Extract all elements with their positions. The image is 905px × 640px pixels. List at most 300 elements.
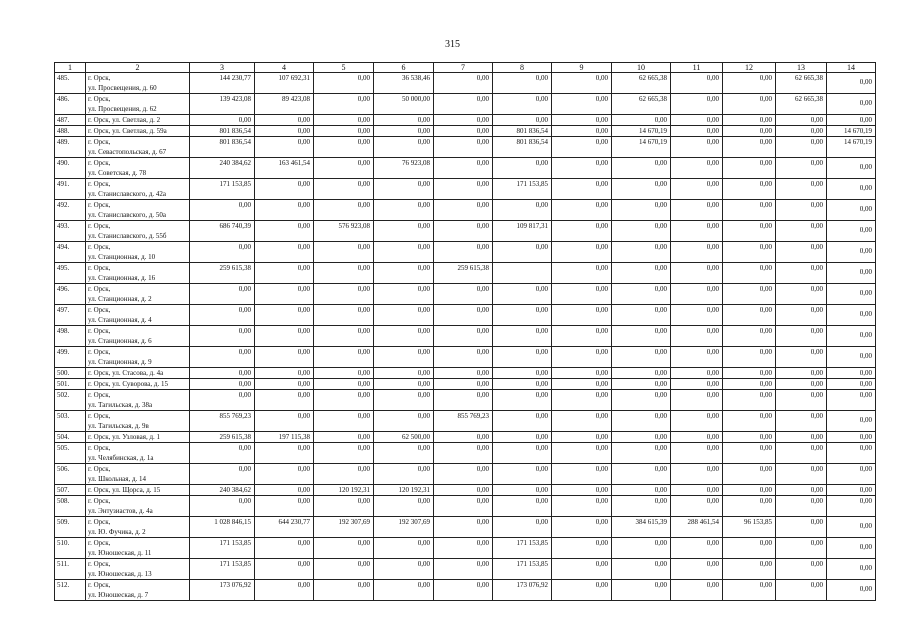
amount-cell — [190, 200, 255, 221]
amount-value: 0,00 — [654, 391, 667, 399]
amount-value: 0,00 — [297, 497, 310, 505]
amount-cell — [493, 538, 552, 559]
amount-cell — [434, 326, 493, 347]
amount-cell — [671, 137, 723, 158]
amount-cell — [671, 115, 723, 126]
amount-cell — [552, 221, 612, 242]
amount-cell — [374, 179, 434, 200]
address-cell — [86, 496, 190, 517]
row-number: 507. — [55, 485, 86, 496]
amount-value: 0,00 — [417, 201, 430, 209]
amount-value: 0,00 — [595, 180, 608, 188]
amount-value: 0,00 — [810, 222, 823, 230]
amount-cell — [255, 379, 314, 390]
amount-value: 0,00 — [476, 391, 489, 399]
amount-value: 240 384,62 — [219, 486, 251, 494]
amount-value: 14 670,19 — [844, 138, 872, 146]
amount-cell — [434, 126, 493, 137]
table-row — [55, 284, 876, 305]
amount-value: 14 670,19 — [639, 127, 667, 135]
address-line: ул. Юношеская, д. 7 — [88, 591, 149, 599]
amount-cell — [723, 347, 776, 368]
amount-value: 0,00 — [859, 465, 872, 473]
amount-value: 0,00 — [238, 285, 251, 293]
amount-cell — [552, 432, 612, 443]
address-line: г. Орск, ул. Светлая, д. 2 — [88, 116, 161, 124]
column-number-header: 8 — [493, 63, 552, 73]
amount-cell — [827, 326, 876, 347]
address-line: ул. Тагильская, д. 38а — [88, 401, 153, 409]
amount-value: 0,00 — [595, 222, 608, 230]
amount-cell — [255, 538, 314, 559]
amount-value: 171 153,85 — [516, 180, 548, 188]
amount-cell — [314, 559, 374, 580]
amount-cell — [776, 390, 827, 411]
amount-cell — [374, 137, 434, 158]
address-line: ул. Челябинская, д. 1а — [88, 454, 154, 462]
amount-value: 0,00 — [297, 348, 310, 356]
amount-cell — [827, 411, 876, 432]
amount-value: 120 192,31 — [398, 486, 430, 494]
row-number: 508. — [55, 496, 86, 517]
amount-value: 62 665,38 — [795, 74, 823, 82]
amount-value: 173 076,92 — [219, 581, 251, 589]
amount-cell — [827, 347, 876, 368]
amount-cell — [190, 390, 255, 411]
table-row — [55, 115, 876, 126]
amount-cell — [552, 137, 612, 158]
amount-value: 0,00 — [706, 74, 719, 82]
row-number: 512. — [55, 580, 86, 601]
amount-value: 0,00 — [238, 380, 251, 388]
amount-cell — [493, 432, 552, 443]
amount-cell — [776, 73, 827, 94]
amount-value: 0,00 — [595, 465, 608, 473]
amount-value: 0,00 — [238, 497, 251, 505]
amount-cell — [552, 517, 612, 538]
amount-value: 0,00 — [535, 327, 548, 335]
table-row — [55, 137, 876, 158]
amount-cell — [552, 305, 612, 326]
address-line: г. Орск, ул. Узловая, д. 1 — [88, 433, 161, 441]
amount-cell — [776, 158, 827, 179]
amount-cell — [671, 305, 723, 326]
amount-value: 0,00 — [654, 444, 667, 452]
table-row — [55, 517, 876, 538]
amount-cell — [493, 379, 552, 390]
row-number: 493. — [55, 221, 86, 242]
amount-cell — [190, 242, 255, 263]
column-number-row — [55, 63, 876, 73]
amount-value: 0,00 — [706, 138, 719, 146]
amount-cell — [255, 73, 314, 94]
address-line: г. Орск, — [88, 264, 111, 272]
amount-cell — [723, 496, 776, 517]
amount-value: 0,00 — [297, 369, 310, 377]
amount-cell — [374, 432, 434, 443]
amount-value: 0,00 — [535, 116, 548, 124]
page-number: 315 — [445, 39, 460, 50]
amount-value: 801 836,54 — [219, 138, 251, 146]
amount-value: 259 615,38 — [457, 264, 489, 272]
amount-cell — [776, 94, 827, 115]
amount-value: 0,00 — [759, 380, 772, 388]
amount-value: 0,00 — [759, 327, 772, 335]
amount-cell — [671, 580, 723, 601]
amount-value: 0,00 — [417, 391, 430, 399]
amount-cell — [374, 443, 434, 464]
address-line: г. Орск, — [88, 581, 111, 589]
amount-value: 0,00 — [759, 369, 772, 377]
address-cell — [86, 443, 190, 464]
amount-value: 0,00 — [706, 560, 719, 568]
amount-cell — [190, 379, 255, 390]
amount-value: 0,00 — [297, 560, 310, 568]
row-number: 486. — [55, 94, 86, 115]
amount-value: 0,00 — [654, 201, 667, 209]
amount-cell — [314, 464, 374, 485]
amount-cell — [827, 73, 876, 94]
table-row — [55, 485, 876, 496]
amount-cell — [723, 305, 776, 326]
amount-value: 0,00 — [706, 539, 719, 547]
row-number: 499. — [55, 347, 86, 368]
amount-cell — [493, 284, 552, 305]
amount-value: 0,00 — [476, 95, 489, 103]
address-cell — [86, 368, 190, 379]
amount-value: 576 923,08 — [338, 222, 370, 230]
amount-value: 0,00 — [654, 306, 667, 314]
address-cell — [86, 538, 190, 559]
amount-value: 0,00 — [759, 560, 772, 568]
amount-value: 0,00 — [759, 306, 772, 314]
row-number: 501. — [55, 379, 86, 390]
amount-cell — [552, 538, 612, 559]
amount-cell — [434, 368, 493, 379]
amount-cell — [612, 263, 671, 284]
amount-cell — [723, 464, 776, 485]
amount-value: 0,00 — [595, 74, 608, 82]
amount-value: 0,00 — [759, 138, 772, 146]
amount-value: 0,00 — [238, 116, 251, 124]
amount-cell — [374, 496, 434, 517]
row-number: 505. — [55, 443, 86, 464]
amount-cell — [723, 137, 776, 158]
address-line: г. Орск, — [88, 539, 111, 547]
amount-value: 0,00 — [476, 127, 489, 135]
amount-cell — [190, 496, 255, 517]
amount-value: 855 769,23 — [457, 412, 489, 420]
amount-value: 0,00 — [357, 369, 370, 377]
amount-value: 0,00 — [476, 243, 489, 251]
amount-value: 171 153,85 — [219, 560, 251, 568]
row-number: 509. — [55, 517, 86, 538]
amount-value: 0,00 — [535, 518, 548, 526]
amount-cell — [190, 263, 255, 284]
address-cell — [86, 158, 190, 179]
amount-cell — [827, 115, 876, 126]
amount-value: 96 153,85 — [744, 518, 772, 526]
address-line: ул. Станционная, д. 16 — [88, 274, 156, 282]
amount-cell — [255, 432, 314, 443]
amount-cell — [434, 432, 493, 443]
amount-cell — [314, 538, 374, 559]
amount-value: 0,00 — [859, 247, 872, 255]
amount-value: 0,00 — [417, 465, 430, 473]
amount-cell — [190, 73, 255, 94]
amount-cell — [255, 137, 314, 158]
amount-cell — [255, 284, 314, 305]
amount-cell — [671, 263, 723, 284]
amount-value: 0,00 — [654, 486, 667, 494]
row-number: 496. — [55, 284, 86, 305]
amount-value: 0,00 — [759, 412, 772, 420]
amount-cell — [255, 326, 314, 347]
amount-cell — [314, 284, 374, 305]
amount-value: 0,00 — [238, 306, 251, 314]
amount-value: 0,00 — [595, 116, 608, 124]
amount-cell — [314, 137, 374, 158]
table-row — [55, 411, 876, 432]
amount-cell — [723, 379, 776, 390]
amount-cell — [776, 496, 827, 517]
amount-cell — [552, 443, 612, 464]
amount-cell — [723, 242, 776, 263]
amount-value: 14 670,19 — [844, 127, 872, 135]
amount-value: 0,00 — [759, 159, 772, 167]
amount-value: 0,00 — [859, 310, 872, 318]
amount-value: 0,00 — [810, 180, 823, 188]
amount-cell — [314, 496, 374, 517]
amount-cell — [612, 538, 671, 559]
amount-value: 0,00 — [595, 444, 608, 452]
amount-value: 0,00 — [476, 581, 489, 589]
amount-cell — [374, 73, 434, 94]
amount-value: 0,00 — [759, 444, 772, 452]
amount-cell — [374, 464, 434, 485]
amount-cell — [723, 115, 776, 126]
table-row — [55, 179, 876, 200]
column-number-header: 5 — [314, 63, 374, 73]
amount-value: 0,00 — [654, 539, 667, 547]
amount-value: 0,00 — [535, 306, 548, 314]
amount-cell — [374, 158, 434, 179]
amount-value: 0,00 — [476, 201, 489, 209]
amount-value: 0,00 — [759, 74, 772, 82]
row-number: 497. — [55, 305, 86, 326]
amount-value: 36 538,46 — [402, 74, 430, 82]
amount-cell — [314, 517, 374, 538]
amount-cell — [493, 517, 552, 538]
amount-cell — [493, 179, 552, 200]
amount-value: 0,00 — [535, 391, 548, 399]
column-number-header: 10 — [612, 63, 671, 73]
amount-cell — [493, 368, 552, 379]
amount-value: 0,00 — [654, 581, 667, 589]
amount-cell — [314, 485, 374, 496]
address-cell — [86, 221, 190, 242]
amount-cell — [612, 559, 671, 580]
amount-cell — [552, 179, 612, 200]
amount-value: 0,00 — [595, 433, 608, 441]
amount-value: 0,00 — [417, 327, 430, 335]
amount-value: 0,00 — [357, 285, 370, 293]
amount-value: 0,00 — [535, 380, 548, 388]
address-line: г. Орск, — [88, 560, 111, 568]
amount-value: 0,00 — [535, 486, 548, 494]
amount-cell — [190, 126, 255, 137]
amount-value: 0,00 — [417, 285, 430, 293]
amount-cell — [255, 200, 314, 221]
amount-value: 0,00 — [706, 243, 719, 251]
amount-value: 0,00 — [595, 560, 608, 568]
amount-value: 0,00 — [595, 159, 608, 167]
amount-cell — [552, 200, 612, 221]
amount-cell — [671, 432, 723, 443]
amount-value: 0,00 — [759, 264, 772, 272]
table-row — [55, 263, 876, 284]
amount-cell — [314, 305, 374, 326]
amount-value: 0,00 — [810, 285, 823, 293]
table-row — [55, 538, 876, 559]
amount-value: 0,00 — [357, 497, 370, 505]
amount-cell — [776, 326, 827, 347]
amount-cell — [827, 200, 876, 221]
amount-value: 0,00 — [654, 285, 667, 293]
amount-value: 0,00 — [357, 201, 370, 209]
amount-value: 0,00 — [759, 95, 772, 103]
amount-cell — [776, 485, 827, 496]
amount-cell — [552, 580, 612, 601]
amount-cell — [314, 263, 374, 284]
amount-value: 0,00 — [476, 222, 489, 230]
amount-cell — [612, 242, 671, 263]
amount-cell — [612, 485, 671, 496]
column-number-header: 12 — [723, 63, 776, 73]
amount-cell — [314, 158, 374, 179]
amount-cell — [671, 221, 723, 242]
amount-cell — [612, 126, 671, 137]
amount-cell — [314, 432, 374, 443]
amount-cell — [671, 347, 723, 368]
amount-cell — [827, 580, 876, 601]
amount-value: 62 500,00 — [402, 433, 430, 441]
amount-cell — [723, 559, 776, 580]
amount-value: 0,00 — [859, 522, 872, 530]
amount-cell — [723, 263, 776, 284]
amount-value: 0,00 — [810, 138, 823, 146]
amount-value: 0,00 — [706, 116, 719, 124]
amount-value: 259 615,38 — [219, 264, 251, 272]
address-line: ул. Просвещения, д. 62 — [88, 105, 157, 113]
amount-value: 0,00 — [476, 518, 489, 526]
amount-cell — [314, 390, 374, 411]
amount-cell — [723, 126, 776, 137]
amount-cell — [493, 200, 552, 221]
address-line: г. Орск, — [88, 180, 111, 188]
amount-value: 163 461,54 — [278, 159, 310, 167]
amount-cell — [314, 368, 374, 379]
amount-cell — [776, 263, 827, 284]
amount-value: 0,00 — [297, 444, 310, 452]
amount-value: 0,00 — [706, 444, 719, 452]
column-number-header: 11 — [671, 63, 723, 73]
amount-cell — [255, 559, 314, 580]
amount-cell — [374, 284, 434, 305]
amount-cell — [552, 115, 612, 126]
amount-value: 801 836,54 — [516, 127, 548, 135]
amount-value: 0,00 — [810, 380, 823, 388]
address-line: г. Орск, ул. Светлая, д. 59а — [88, 127, 167, 135]
row-number: 510. — [55, 538, 86, 559]
amount-cell — [190, 94, 255, 115]
amount-cell — [827, 179, 876, 200]
amount-cell — [612, 179, 671, 200]
amount-cell — [314, 242, 374, 263]
address-cell — [86, 326, 190, 347]
amount-cell — [255, 443, 314, 464]
amount-cell — [612, 326, 671, 347]
amount-cell — [671, 559, 723, 580]
amount-value: 0,00 — [706, 127, 719, 135]
address-line: ул. Юношеская, д. 11 — [88, 549, 152, 557]
amount-value: 0,00 — [706, 486, 719, 494]
row-number: 506. — [55, 464, 86, 485]
amount-value: 0,00 — [595, 486, 608, 494]
row-number: 495. — [55, 263, 86, 284]
table-row — [55, 580, 876, 601]
amount-value: 0,00 — [595, 327, 608, 335]
amount-value: 0,00 — [297, 116, 310, 124]
amount-cell — [190, 284, 255, 305]
amount-cell — [612, 432, 671, 443]
amount-cell — [671, 411, 723, 432]
amount-cell — [612, 464, 671, 485]
amount-cell — [671, 200, 723, 221]
amount-value: 0,00 — [357, 159, 370, 167]
amount-cell — [552, 326, 612, 347]
amount-cell — [671, 326, 723, 347]
address-line: г. Орск, — [88, 518, 111, 526]
amount-value: 0,00 — [706, 201, 719, 209]
table-row — [55, 94, 876, 115]
amount-value: 0,00 — [810, 539, 823, 547]
amount-cell — [255, 158, 314, 179]
amount-value: 0,00 — [417, 180, 430, 188]
amount-value: 0,00 — [810, 465, 823, 473]
amount-value: 240 384,62 — [219, 159, 251, 167]
amount-value: 0,00 — [859, 543, 872, 551]
column-number-header: 4 — [255, 63, 314, 73]
amount-cell — [434, 379, 493, 390]
amount-value: 0,00 — [654, 497, 667, 505]
amount-cell — [552, 464, 612, 485]
address-cell — [86, 390, 190, 411]
amount-value: 0,00 — [810, 444, 823, 452]
table-row — [55, 368, 876, 379]
row-number: 500. — [55, 368, 86, 379]
address-line: г. Орск, — [88, 201, 111, 209]
amount-value: 0,00 — [476, 369, 489, 377]
amount-cell — [612, 158, 671, 179]
amount-cell — [493, 347, 552, 368]
amount-value: 0,00 — [238, 444, 251, 452]
amount-cell — [374, 347, 434, 368]
amount-value: 107 692,31 — [278, 74, 310, 82]
amount-cell — [493, 464, 552, 485]
amount-cell — [434, 242, 493, 263]
amount-value: 0,00 — [357, 116, 370, 124]
